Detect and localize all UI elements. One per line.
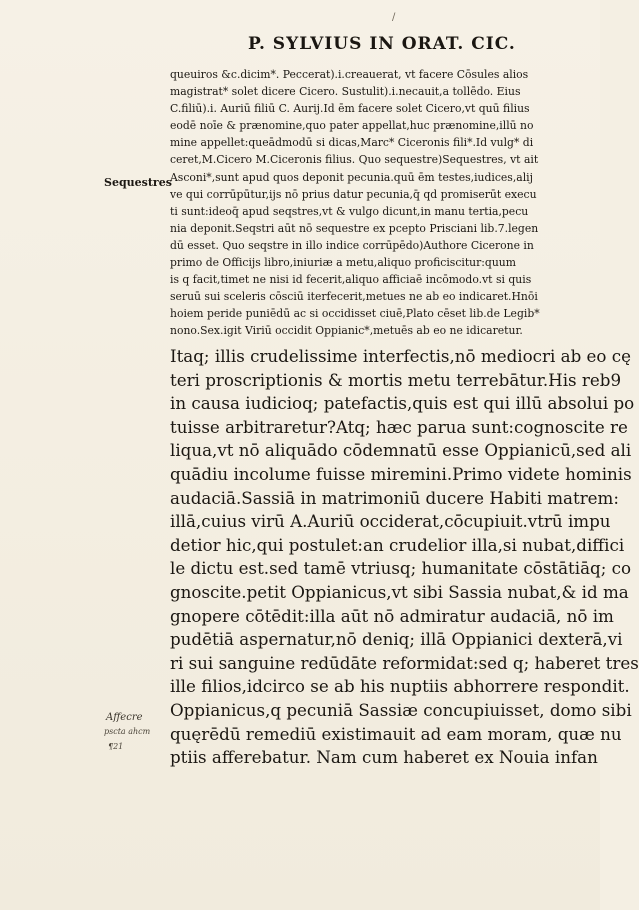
commentary-line: queuiros &c.dicim*. Peccerat).i.creauerat, vt facere Cōsules alios [170, 68, 529, 81]
commentary-line: nono.Sex.igit Viriū occidit Oppianic*,metuēs ab eo ne idicaretur. [170, 324, 523, 338]
commentary-line: nia deponit.Seqstri aūt nō sequestre ex pcepto Prisciani lib.7.legen [170, 221, 539, 235]
commentary-line: ti sunt:ideoq̄ apud seqstres,vt & vulgo dicunt,in manu tertia,pecu [170, 204, 529, 218]
margin-annotation-3: ¶21 [108, 742, 124, 751]
commentary-line: primo de Officijs libro,iniuriæ a metu,aliquo proficiscitur:quum [170, 256, 516, 270]
margin-annotation-1: Affecre [106, 712, 143, 723]
main-text-line: gnopere cōtēdit:illa aūt nō admiratur audaciā, nō im [170, 605, 614, 626]
main-text-line: audaciā.Sassiā in matrimoniū ducere Habiti matrem: [170, 487, 620, 508]
main-text-line: pudētiā aspernatur,nō deniq; illā Oppianici dexterā,vi [170, 629, 623, 650]
commentary-line: hoiem peride puniēdū ac si occidisset ciuē,Plato cēset lib.de Legib* [170, 307, 540, 321]
commentary-line: eodē noīe & prænomine,quo pater appellat,huc prænomine,illū no [170, 119, 534, 133]
commentary-line: seruū sui sceleris cōsciū iterfecerit,metues ne ab eo indicaret.Hnōi [170, 290, 538, 304]
commentary-block [170, 66, 582, 340]
main-text-line: liqua,vt nō aliquādo cōdemnatū esse Oppianicū,sed ali [170, 440, 632, 461]
running-header: P. SYLVIUS IN ORAT. CIC. [248, 34, 516, 54]
commentary-line: is q facit,timet ne nisi id fecerit,aliquo afficiaē incōmodo.vt si quis [170, 273, 532, 287]
commentary-line: ve qui corrūpūtur,ijs nō prius datur pecunia,q̄ qd promiserūt execu [170, 187, 537, 201]
main-text-line: in causa iudicioq; patefactis,quis est qui illū absolui po [170, 393, 635, 414]
main-text-line: ri sui sanguine redūdāte reformidat:sed q; haberet tres [170, 652, 639, 673]
main-text-line: tuisse arbitraretur?Atq; hæc parua sunt:cognoscite re [170, 416, 628, 437]
main-text-line: gnoscite.petit Oppianicus,vt sibi Sassia nubat,& id ma [170, 581, 629, 602]
main-text-line: detior hic,qui postulet:an crudelior illa,si nubat,diffici [170, 534, 625, 555]
main-text-line: ille filios,idcirco se ab his nuptiis abhorrere respondit. [170, 676, 630, 697]
main-text-line: quādiu incolume fuisse miremini.Primo videte hominis [170, 463, 632, 484]
margin-annotation-2: pscta ahcm [104, 727, 151, 736]
commentary-line: Asconi*,sunt apud quos deponit pecunia.quū ēm testes,iudices,alij [170, 170, 533, 184]
main-text-line: teri proscriptionis & mortis metu terrebātur.His reb9 [170, 369, 622, 390]
commentary-line: C.filiū).i. Auriū filiū C. Aurij.Id ēm facere solet Cicero,vt quū filius [170, 102, 530, 116]
commentary-line: mine appellet:queādmodū si dicas,Marc* Ciceronis fili*.Id vulg* di [170, 136, 534, 150]
main-text-line: Itaq; illis crudelissime interfectis,nō mediocri ab eo cę [170, 346, 632, 366]
main-text-line: illā,cuius virū A.Auriū occiderat,cōcupiuit.vtrū impu [170, 511, 611, 532]
commentary-line: dū esset. Quo seqstre in illo indice corrūpēdo)Authore Cicerone in [170, 238, 534, 252]
main-text-line: le dictu est.sed tamē vtriusq; humanitate cōstātiāq; co [170, 558, 632, 579]
main-text-line: ptiis afferebatur. Nam cum haberet ex Nouia infan [170, 747, 598, 768]
main-text-line: quęrēdū remediū existimauit ad eam moram, quæ nu [170, 723, 622, 744]
main-text-line: Oppianicus,q pecuniā Sassiæ concupiuisset, domo sibi [170, 699, 632, 720]
commentary-line: ceret,M.Cicero M.Ciceronis filius. Quo sequestre)Sequestres, vt ait [170, 153, 539, 167]
commentary-line: magistrat* solet dicere Cicero. Sustulit).i.necauit,a tollēdo. Eius [170, 85, 521, 99]
page-mark: / [392, 12, 396, 23]
margin-note-sequestres: Sequestres [104, 176, 172, 189]
main-text-block [170, 345, 639, 770]
